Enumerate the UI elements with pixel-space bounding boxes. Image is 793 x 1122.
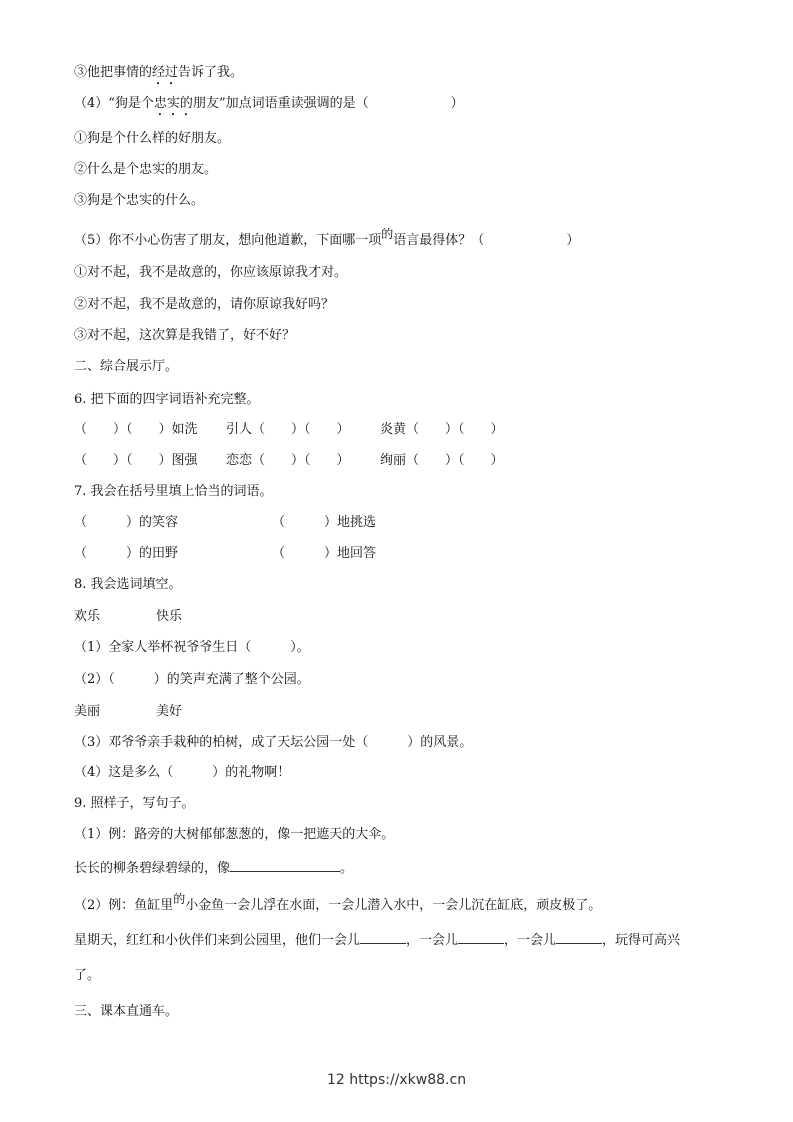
q8-sentence: （4）这是多么（ ）的礼物啊！	[74, 765, 291, 780]
text: 长长的柳条碧绿碧绿的，像	[74, 861, 231, 876]
text: 星期天，红红和小伙伴们来到公园里，他们一会儿	[74, 933, 361, 948]
q8-word: 快乐	[156, 609, 183, 624]
q7-title: 7. 我会在括号里填上恰当的词语。	[74, 484, 273, 499]
q8-word: 美好	[156, 704, 183, 719]
q8-word: 美丽	[74, 704, 101, 719]
q8-sentence: （1）全家人举杯祝爷爷生日（ ）。	[74, 640, 310, 655]
page-footer: 12 https://xkw88.cn	[326, 1072, 467, 1088]
answer-blank[interactable]	[556, 931, 602, 944]
q5-sub5-option: ①对不起，我不是故意的，你应该原谅我才对。	[74, 265, 348, 280]
q7-item: （ ）地挑选	[272, 515, 377, 530]
q7-item: （ ）的笑容	[74, 515, 179, 530]
text: ）	[566, 233, 580, 248]
q6-title: 6. 把下面的四字词语补充完整。	[74, 392, 260, 407]
q9-example-1: （1）例：路旁的大树郁郁葱葱的，像一把遮天的大伞。	[74, 827, 395, 842]
text: 的	[173, 892, 186, 906]
q9-fill-1	[74, 859, 353, 877]
q6-item: 绚丽（ ）（ ）	[380, 453, 504, 468]
q5-option-3	[74, 65, 243, 88]
text: （2）例：鱼缸里	[74, 898, 174, 913]
q5-sub5-option: ②对不起，我不是故意的，请你原谅我好吗？	[74, 297, 335, 312]
section-heading: 三、课本直通车。	[74, 1004, 179, 1019]
q9-fill-2-end: 了。	[74, 968, 101, 983]
text: ，一会儿	[406, 933, 459, 948]
dotted-word: 经过	[152, 65, 179, 80]
q8-sentence: （3）邓爷爷亲手栽种的柏树，成了天坛公园一处（ ）的风景。	[74, 735, 473, 750]
q6-item: 炎黄（ ）（ ）	[380, 422, 504, 437]
q5-sub5-option: ③对不起，这次算是我错了，好不好？	[74, 328, 296, 343]
q5-sub4-option: ①狗是个什么样的好朋友。	[74, 131, 231, 146]
text: ，一会儿	[504, 933, 557, 948]
answer-blank[interactable]	[360, 931, 406, 944]
text: （5）你不小心伤害了朋友，想向他道歉，下面哪一项	[74, 233, 382, 248]
q9-example-2	[74, 892, 602, 914]
q7-item: （ ）的田野	[74, 546, 179, 561]
q5-sub4-option: ②什么是个忠实的朋友。	[74, 162, 218, 177]
q8-word: 欢乐	[74, 609, 101, 624]
answer-blank[interactable]	[458, 931, 504, 944]
text: 语言最得体？（	[393, 233, 485, 248]
text: ，玩得可高兴	[602, 933, 681, 948]
q9-fill-2	[74, 931, 680, 949]
q6-item: （ ）（ ）如洗	[74, 422, 198, 437]
q8-sentence: （2）（ ）的笑声充满了整个公园。	[74, 672, 310, 687]
section-heading: 二、综合展示厅。	[74, 359, 179, 374]
answer-blank[interactable]	[230, 859, 340, 872]
q5-sub5-question	[74, 227, 580, 249]
text: ）	[450, 96, 464, 111]
q6-item: 恋恋（ ）（ ）	[226, 453, 350, 468]
text: 朋友”加点词语重读强调的是（	[192, 96, 369, 111]
text: 。	[340, 861, 354, 876]
text: 的	[381, 227, 394, 241]
q7-item: （ ）地回答	[272, 546, 377, 561]
q6-item: （ ）（ ）图强	[74, 453, 198, 468]
q5-sub4-question	[74, 96, 464, 119]
text: 告诉了我。	[178, 65, 244, 80]
q8-title: 8. 我会选词填空。	[74, 577, 182, 592]
q9-title: 9. 照样子，写句子。	[74, 796, 195, 811]
text: ③他把事情的	[74, 65, 153, 80]
q6-item: 引人（ ）（ ）	[226, 422, 350, 437]
text: 小金鱼一会儿浮在水面，一会儿潜入水中，一会儿沉在缸底，顽皮极了。	[185, 898, 602, 913]
text: （4）“狗是个	[74, 96, 154, 111]
dotted-word: 忠实的	[153, 96, 193, 111]
q5-sub4-option: ③狗是个忠实的什么。	[74, 193, 205, 208]
